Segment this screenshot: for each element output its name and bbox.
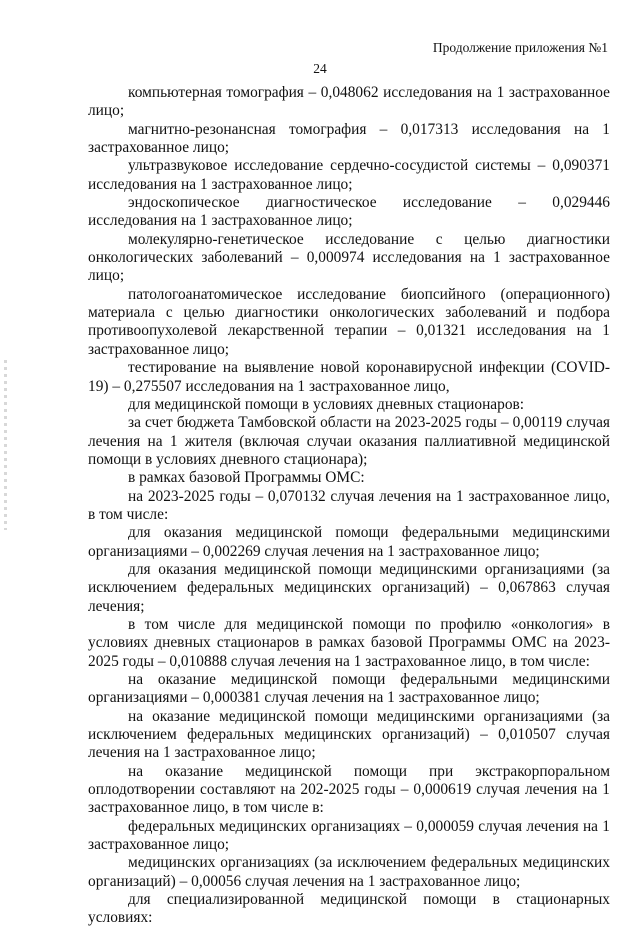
paragraph: в том числе для медицинской помощи по профилю «онкология» в условиях дневных стационаров в рамках базовой Программы ОМС на 2023-2025 годы – 0,010888 случая лечения на 1 застрахованное лицо, в том числе:	[88, 615, 610, 670]
paragraph: федеральных медицинских организациях – 0,000059 случая лечения на 1 застрахованное лицо;	[88, 817, 610, 854]
paragraph: на оказание медицинской помощи при экстракорпоральном оплодотворении составляют на 202-2025 годы – 0,000619 случая лечения на 1 застрахованное лицо, в том числе в:	[88, 762, 610, 817]
page-number: 24	[313, 61, 327, 76]
paragraph: компьютерная томография – 0,048062 исследования на 1 застрахованное лицо;	[88, 84, 610, 120]
paragraph: для оказания медицинской помощи федеральными медицинскими организациями – 0,002269 случая лечения на 1 застрахованное лицо;	[88, 524, 610, 560]
paragraph: на 2023-2025 годы – 0,070132 случая лечения на 1 застрахованное лицо, в том числе:	[88, 487, 610, 523]
paragraph: магнитно-резонансная томография – 0,017313 исследования на 1 застрахованное лицо;	[88, 120, 610, 157]
paragraph: для специализированной медицинской помощи в стационарных условиях:	[88, 891, 610, 927]
paragraph: эндоскопическое диагностическое исследование – 0,029446 исследования на 1 застрахованное лицо;	[88, 194, 610, 230]
paragraph: молекулярно-генетическое исследование с целью диагностики онкологических заболеваний – 0,000974 исследования на 1 застрахованное лицо;	[88, 230, 610, 285]
paragraph: патологоанатомическое исследование биопсийного (операционного) материала с целью диагностики онкологических заболеваний и подбора противоопухолевой лекарственной терапии – 0,01321 исследования на 1 застрахованное лицо;	[88, 285, 610, 358]
continuation-header: Продолжение приложения №1	[432, 40, 608, 55]
paragraph: на оказание медицинской помощи федеральными медицинскими организациями – 0,000381 случая лечения на 1 застрахованное лицо;	[88, 671, 610, 707]
paragraph: на оказание медицинской помощи медицинскими организациями (за исключением федеральных медицинских организаций) – 0,010507 случая лечения на 1 застрахованное лицо;	[88, 707, 610, 762]
paragraph: за счет бюджета Тамбовской области на 2023-2025 годы – 0,00119 случая лечения на 1 жителя (включая случаи оказания паллиативной медицинской помощи в условиях дневного стационара);	[88, 414, 610, 468]
scan-margin-mark	[4, 360, 7, 530]
document-body	[88, 84, 610, 928]
paragraph: ультразвуковое исследование сердечно-сосудистой системы – 0,090371 исследования на 1 застрахованное лицо;	[88, 157, 610, 193]
paragraph: для медицинской помощи в условиях дневных стационаров:	[128, 395, 525, 413]
paragraph: в рамках базовой Программы ОМС:	[128, 469, 365, 487]
paragraph: для оказания медицинской помощи медицинскими организациями (за исключением федеральных медицинских организаций) – 0,067863 случая лечения;	[88, 560, 610, 615]
paragraph: медицинских организациях (за исключением федеральных медицинских организаций) – 0,00056 случая лечения на 1 застрахованное лицо;	[88, 854, 610, 890]
paragraph: тестирование на выявление новой коронавирусной инфекции (COVID-19) – 0,275507 исследования на 1 застрахованное лицо,	[88, 359, 610, 395]
